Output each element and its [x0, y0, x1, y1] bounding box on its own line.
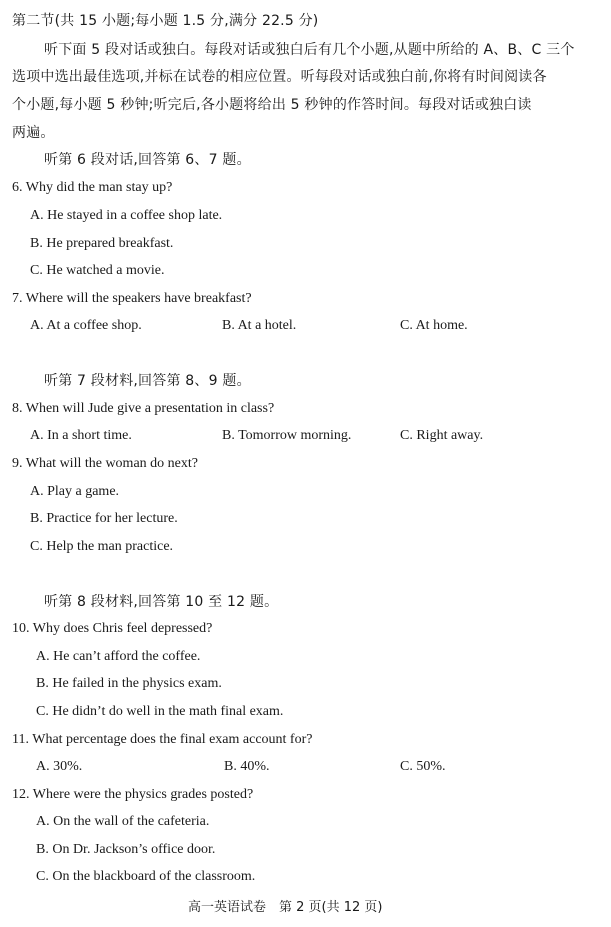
- question-10-option-b: B. He failed in the physics exam.: [36, 676, 222, 691]
- question-9-stem: 9. What will the woman do next?: [12, 456, 198, 471]
- question-8-option-c: C. Right away.: [400, 428, 484, 443]
- question-11-option-b: B. 40%.: [224, 759, 270, 774]
- question-9-option-a: A. Play a game.: [30, 484, 120, 499]
- question-9-option-c: C. Help the man practice.: [30, 539, 174, 554]
- question-10-option-a: A. He can’t afford the coffee.: [36, 649, 201, 664]
- page-footer: 高一英语试卷 第 2 页(共 12 页): [188, 900, 383, 915]
- question-10-option-c: C. He didn’t do well in the math final exam.: [36, 704, 284, 719]
- question-9-option-b: B. Practice for her lecture.: [30, 511, 178, 526]
- question-7-option-c: C. At home.: [400, 318, 468, 333]
- question-8-stem: 8. When will Jude give a presentation in class?: [12, 401, 275, 416]
- group-heading-3: 听第 8 段材料,回答第 10 至 12 题。: [44, 594, 279, 610]
- question-6-option-a: A. He stayed in a coffee shop late.: [30, 208, 223, 223]
- question-8-option-a: A. In a short time.: [30, 428, 132, 443]
- question-12-option-c: C. On the blackboard of the classroom.: [36, 869, 256, 884]
- group-heading-1: 听第 6 段对话,回答第 6、7 题。: [44, 152, 251, 168]
- question-8-option-b: B. Tomorrow morning.: [222, 428, 352, 443]
- question-12-stem: 12. Where were the physics grades posted?: [12, 787, 254, 802]
- question-11-option-c: C. 50%.: [400, 759, 446, 774]
- group-heading-2: 听第 7 段材料,回答第 8、9 题。: [44, 373, 251, 389]
- section-title: 第二节(共 15 小题;每小题 1.5 分,满分 22.5 分): [12, 13, 319, 29]
- question-11-option-a: A. 30%.: [36, 759, 83, 774]
- instructions-line-3: 个小题,每小题 5 秒钟;听完后,各小题将给出 5 秒钟的作答时间。每段对话或独白读: [12, 97, 532, 113]
- question-10-stem: 10. Why does Chris feel depressed?: [12, 621, 213, 636]
- question-12-option-a: A. On the wall of the cafeteria.: [36, 814, 210, 829]
- question-7-option-b: B. At a hotel.: [222, 318, 297, 333]
- question-7-stem: 7. Where will the speakers have breakfast?: [12, 291, 252, 306]
- question-11-stem: 11. What percentage does the final exam account for?: [12, 732, 313, 747]
- question-6-stem: 6. Why did the man stay up?: [12, 180, 173, 195]
- instructions-line-1: 听下面 5 段对话或独白。每段对话或独白后有几个小题,从题中所给的 A、B、C 三个: [44, 42, 575, 58]
- question-6-option-b: B. He prepared breakfast.: [30, 236, 174, 251]
- question-7-option-a: A. At a coffee shop.: [30, 318, 142, 333]
- instructions-line-4: 两遍。: [12, 125, 55, 141]
- question-6-option-c: C. He watched a movie.: [30, 263, 165, 278]
- question-12-option-b: B. On Dr. Jackson’s office door.: [36, 842, 216, 857]
- instructions-line-2: 选项中选出最佳选项,并标在试卷的相应位置。听每段对话或独白前,你将有时间阅读各: [12, 69, 547, 85]
